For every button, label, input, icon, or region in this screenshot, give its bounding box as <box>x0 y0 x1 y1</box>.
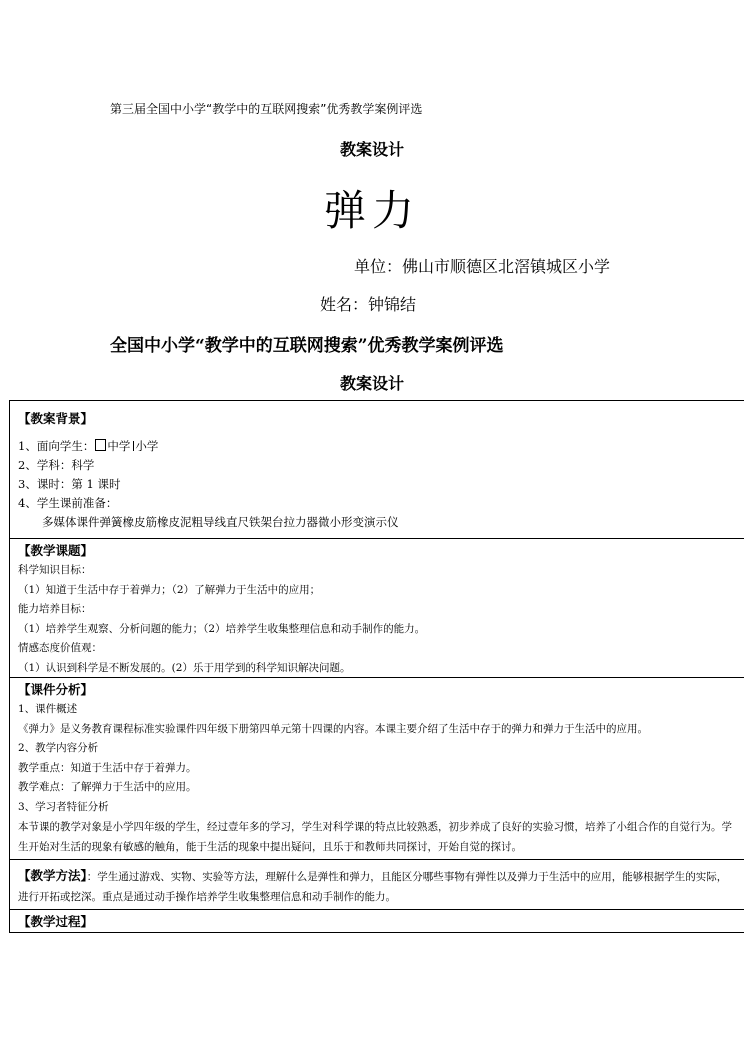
separator-icon <box>131 441 134 451</box>
competition-heading: 全国中小学“教学中的互联网搜索”优秀教学案例评选 <box>110 336 504 356</box>
plan-title-2: 教案设计 <box>339 374 404 393</box>
audience-middle: 中学 <box>107 439 131 453</box>
analysis-heading: 【课件分析】 <box>18 682 94 697</box>
analysis-line: 3、学习者特征分析 <box>18 800 109 813</box>
audience-prefix: 1、面向学生： <box>18 439 95 453</box>
lesson-title: 弹力 <box>323 186 420 235</box>
analysis-line: 《弹力》是义务教育课程标准实验课件四年级下册第四单元第十四课的内容。本课主要介绍了生活中存于的弹力和弹力于生活中的应用。 <box>18 722 648 735</box>
subject-line: 2、学科：科学 <box>18 458 95 472</box>
method-heading: 【教学方法】 <box>18 868 87 883</box>
analysis-line: 教学难点：了解弹力于生活中的应用。 <box>18 781 197 793</box>
background-heading: 【教案背景】 <box>18 411 94 426</box>
section-background <box>10 401 744 539</box>
topic-line: （1）知道于生活中存于着弹力；（2）了解弹力于生活中的应用； <box>18 583 321 596</box>
section-method <box>10 860 744 910</box>
analysis-line: 1、课件概述 <box>18 703 78 715</box>
lesson-table <box>9 400 744 933</box>
method-text <box>18 866 734 907</box>
topic-line: 能力培养目标： <box>18 603 92 615</box>
plan-title: 教案设计 <box>339 140 404 159</box>
prep-label: 4、学生课前准备： <box>18 496 118 510</box>
topic-line: （1）培养学生观察、分析问题的能力；（2）培养学生收集整理信息和动手制作的能力。 <box>18 622 426 635</box>
section-process <box>10 910 744 933</box>
learner-analysis: 本节课的教学对象是小学四年级的学生，经过壹年多的学习，学生对科学课的特点比较熟悉，初步养成了良好的实验习惯，培养了小组合作的自觉行为。学生开始对生活的现象有敏感的触角，能于生活的现象中提出疑问，且乐于和教师共同探讨，开始自觉的探讨。 <box>18 821 732 853</box>
topic-heading: 【教学课题】 <box>18 543 94 558</box>
unit-line: 单位：佛山市顺德区北滘镇城区小学 <box>354 257 611 276</box>
author-line: 姓名：钟锦结 <box>320 295 417 314</box>
topic-line: 情感态度价值观： <box>18 642 102 654</box>
topic-line: 科学知识目标： <box>18 564 92 576</box>
audience-line <box>18 437 744 456</box>
process-heading: 【教学过程】 <box>18 914 94 929</box>
audience-suffix: 小学 <box>135 439 159 453</box>
analysis-line: 教学重点：知道于生活中存于着弹力。 <box>18 761 197 774</box>
method-body: ：学生通过游戏、实物、实验等方法，理解什么是弹性和弹力，且能区分哪些事物有弹性以及弹力于生活中的应用，能够根据学生的实际，进行开拓或挖深。重点是通过动手操作培养学生收集整理信息和动手制作的能力。 <box>18 871 728 903</box>
period-line: 3、课时：第 1 课时 <box>18 477 121 491</box>
checkbox-icon <box>95 439 106 451</box>
prep-items: 多媒体课件弹簧橡皮筋橡皮泥粗导线直尺铁架台拉力器微小形变演示仪 <box>42 515 399 529</box>
topic-line: （1）认识到科学是不断发展的。(2）乐于用学到的科学知识解决问题。 <box>18 661 351 674</box>
analysis-line: 2、教学内容分析 <box>18 742 99 754</box>
section-analysis <box>10 678 744 860</box>
competition-line: 第三届全国中小学“教学中的互联网搜索”优秀教学案例评选 <box>110 102 423 116</box>
section-topic <box>10 539 744 678</box>
